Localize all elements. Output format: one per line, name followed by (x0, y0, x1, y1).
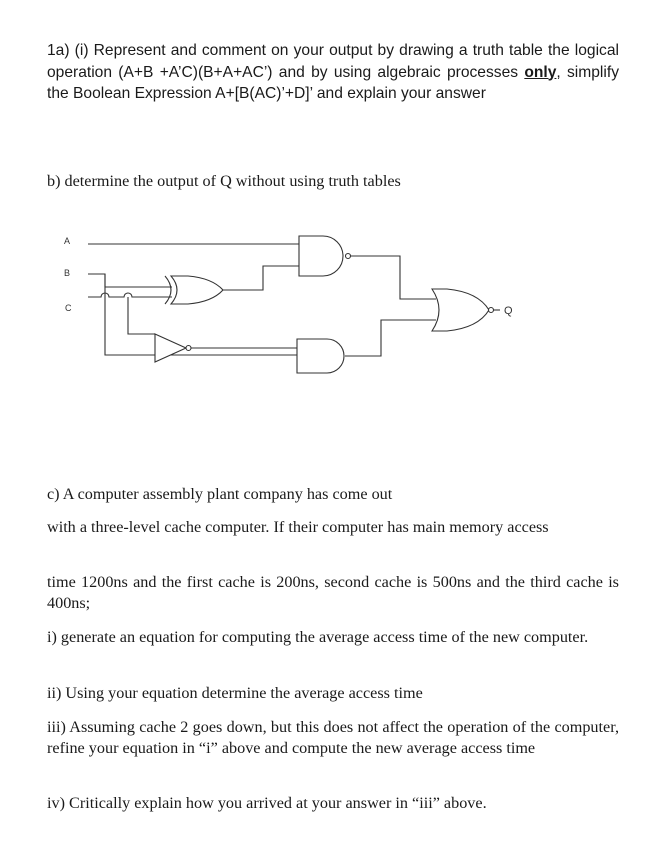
question-1c-title: c) A computer assembly plant company has come out (47, 485, 393, 503)
question-1c-item-i: i) generate an equation for computing the average access time of the new computer. (47, 628, 589, 646)
wire-xor-to-nand (223, 266, 299, 290)
wire-input-c (88, 293, 172, 297)
and-gate (297, 339, 344, 373)
question-1a-text-start: 1a) (i) Represent and comment on your output by drawing a truth table the logical operation (A+B +A’C)(B+A+AC’) and by using algebraic processes (47, 42, 619, 81)
nand-gate (299, 236, 351, 276)
question-1c-access-times: time 1200ns and the first cache is 200ns, second cache is 500ns and the third cache is 400ns; (47, 573, 619, 612)
wire-input-b (88, 274, 172, 287)
question-1a-text-end: , simplify the Boolean Expression A+[B(AC)’+D]’ and explain your answer (47, 63, 619, 102)
question-1c-item-ii: ii) Using your equation determine the average access time (47, 684, 423, 702)
question-1b: b) determine the output of Q without using truth tables (47, 172, 401, 190)
input-a-label: A (64, 236, 71, 246)
question-1c-intro: with a three-level cache computer. If their computer has main memory access (47, 518, 549, 536)
question-1a-only-emphasis: only (524, 63, 557, 81)
input-b-label: B (64, 268, 71, 278)
wire-c-to-not (128, 297, 155, 334)
input-c-label: C (65, 303, 72, 313)
not-gate (155, 334, 191, 362)
nor-gate (432, 289, 494, 331)
wire-nand-to-nor (351, 256, 436, 299)
question-1c-item-iv: iv) Critically explain how you arrived at your answer in “iii” above. (47, 794, 487, 812)
wire-and-to-nor (345, 320, 436, 356)
output-q-label: Q (504, 305, 513, 317)
question-1c-item-iii: iii) Assuming cache 2 goes down, but this does not affect the operation of the computer, refine your equation in “i” above and compute the new average access time (47, 718, 619, 757)
xor-gate (165, 276, 223, 304)
